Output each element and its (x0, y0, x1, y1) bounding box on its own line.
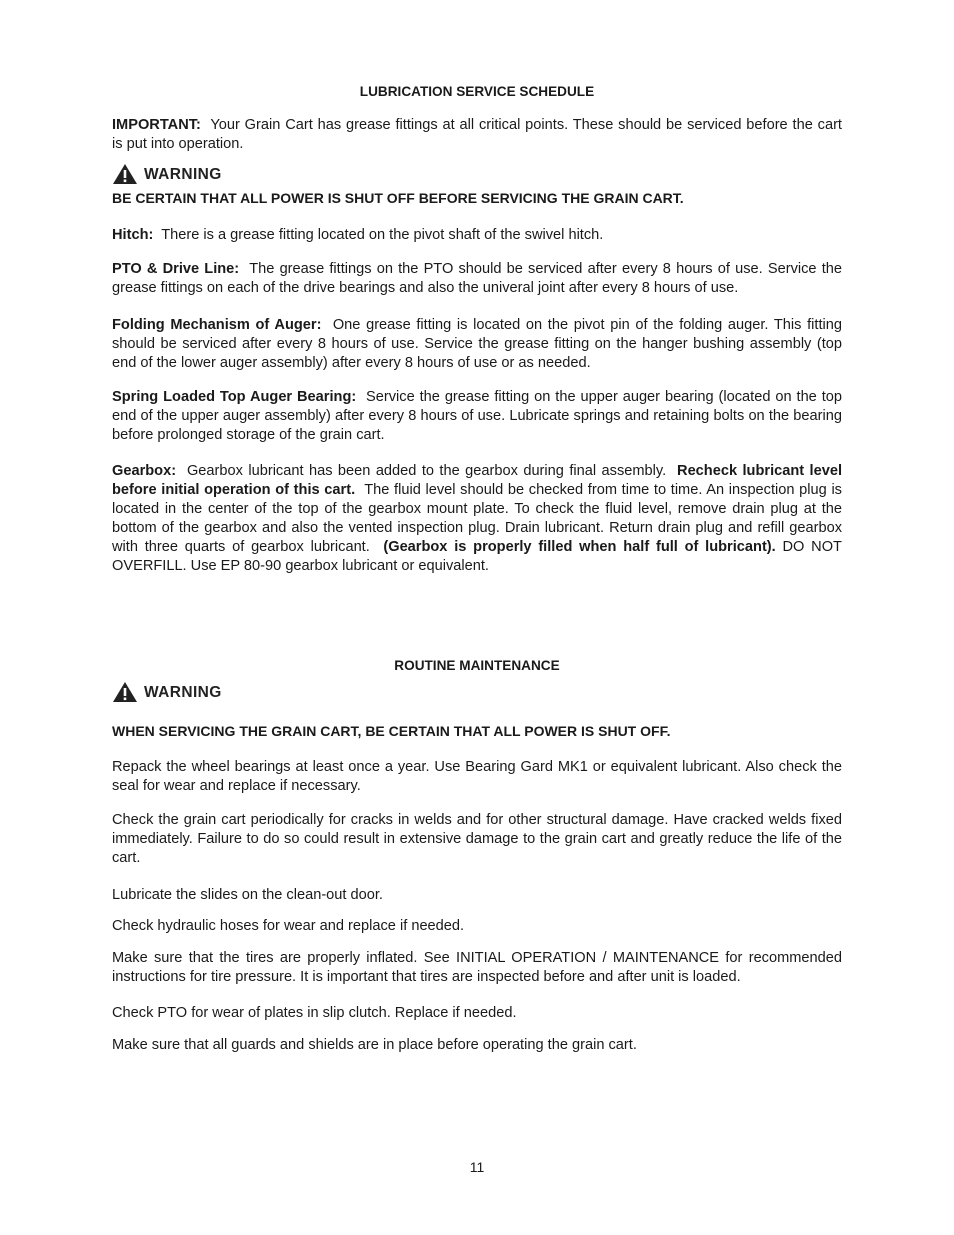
routine-paragraph-4: Check hydraulic hoses for wear and replace if needed. (112, 918, 465, 934)
gearbox-text-3: DO NOT OVERFILL. Use EP 80-90 gearbox lubricant or equivalent. (112, 539, 842, 574)
spring-label: Spring Loaded Top Auger Bearing: (112, 389, 357, 405)
routine-title: ROUTINE MAINTENANCE (394, 658, 560, 673)
pto-text: The grease fittings on the PTO should be serviced after every 8 hours of use. Service the grease fittings on each of the drive bearings and also the univeral joint after every 8 hours of use. (112, 261, 842, 296)
warning-triangle-icon (112, 163, 138, 185)
spring-paragraph (112, 388, 842, 445)
gearbox-label: Gearbox: (112, 463, 177, 479)
routine-paragraph-3: Lubricate the slides on the clean-out door. (112, 887, 383, 903)
warning-label: WARNING (144, 165, 222, 183)
routine-paragraph-1: Repack the wheel bearings at least once a year. Use Bearing Gard MK1 or equivalent lubricant. Also check the seal for wear and replace if necessary. (112, 759, 842, 794)
lubrication-title: LUBRICATION SERVICE SCHEDULE (359, 84, 595, 99)
warning-label: WARNING (144, 683, 222, 701)
pto-paragraph (112, 260, 842, 298)
warning-banner-1 (112, 163, 222, 185)
routine-paragraph-7: Make sure that all guards and shields are in place before operating the grain cart. (112, 1037, 637, 1053)
gearbox-text-1: Gearbox lubricant has been added to the gearbox during final assembly. (186, 463, 667, 479)
important-label: IMPORTANT: (112, 117, 201, 133)
hitch-label: Hitch: (112, 227, 154, 243)
spring-text: Service the grease fitting on the upper auger bearing (located on the top end of the upper auger assembly) after every 8 hours of use. Lubricate springs and retaining bolts on the bearing before prolonged storage of the grain cart. (112, 389, 842, 443)
folding-paragraph (112, 316, 842, 373)
hitch-text: There is a grease fitting located on the pivot shaft of the swivel hitch. (161, 227, 604, 243)
routine-paragraph-2: Check the grain cart periodically for cracks in welds and for other structural damage. Have cracked welds fixed immediately. Failure to do so could result in extensive damage to the grain cart and greatly reduce the life of the cart. (112, 812, 842, 866)
folding-text: One grease fitting is located on the pivot pin of the folding auger. This fitting should be serviced after every 8 hours of use. Service the grease fitting on the hanger bushing assembly (top end of the lower auger assembly) after every 8 hours of use or as needed. (112, 317, 843, 371)
gearbox-bold-1: Recheck lubricant level before initial operation of this cart. (112, 463, 843, 498)
important-paragraph (112, 116, 842, 154)
warning-text-1: BE CERTAIN THAT ALL POWER IS SHUT OFF BEFORE SERVICING THE GRAIN CART. (112, 190, 684, 206)
warning-triangle-icon (112, 681, 138, 703)
pto-label: PTO & Drive Line: (112, 261, 240, 277)
hitch-paragraph (112, 226, 842, 245)
warning-banner-2 (112, 681, 222, 703)
gearbox-bold-2: (Gearbox is properly filled when half full of lubricant). (383, 539, 776, 555)
routine-paragraph-5: Make sure that the tires are properly inflated. See INITIAL OPERATION / MAINTENANCE for recommended instructions for tire pressure. It is important that tires are inspected before and after unit is loaded. (112, 950, 842, 985)
gearbox-paragraph (112, 462, 842, 576)
gearbox-text-2: The fluid level should be checked from time to time. An inspection plug is located in the center of the top of the gearbox mount plate. To check the fluid level, remove drain plug at the bottom of the gearbox and also the vented inspection plug. Drain lubricant. Return drain plug and refill gearbox with three quarts of gearbox lubricant. (112, 482, 842, 555)
folding-label: Folding Mechanism of Auger: (112, 317, 322, 333)
warning-text-2: WHEN SERVICING THE GRAIN CART, BE CERTAIN THAT ALL POWER IS SHUT OFF. (112, 723, 671, 739)
important-text: Your Grain Cart has grease fittings at all critical points. These should be serviced before the cart is put into operation. (112, 117, 842, 152)
routine-paragraph-6: Check PTO for wear of plates in slip clutch. Replace if needed. (112, 1005, 517, 1021)
page-number: 11 (469, 1159, 485, 1175)
